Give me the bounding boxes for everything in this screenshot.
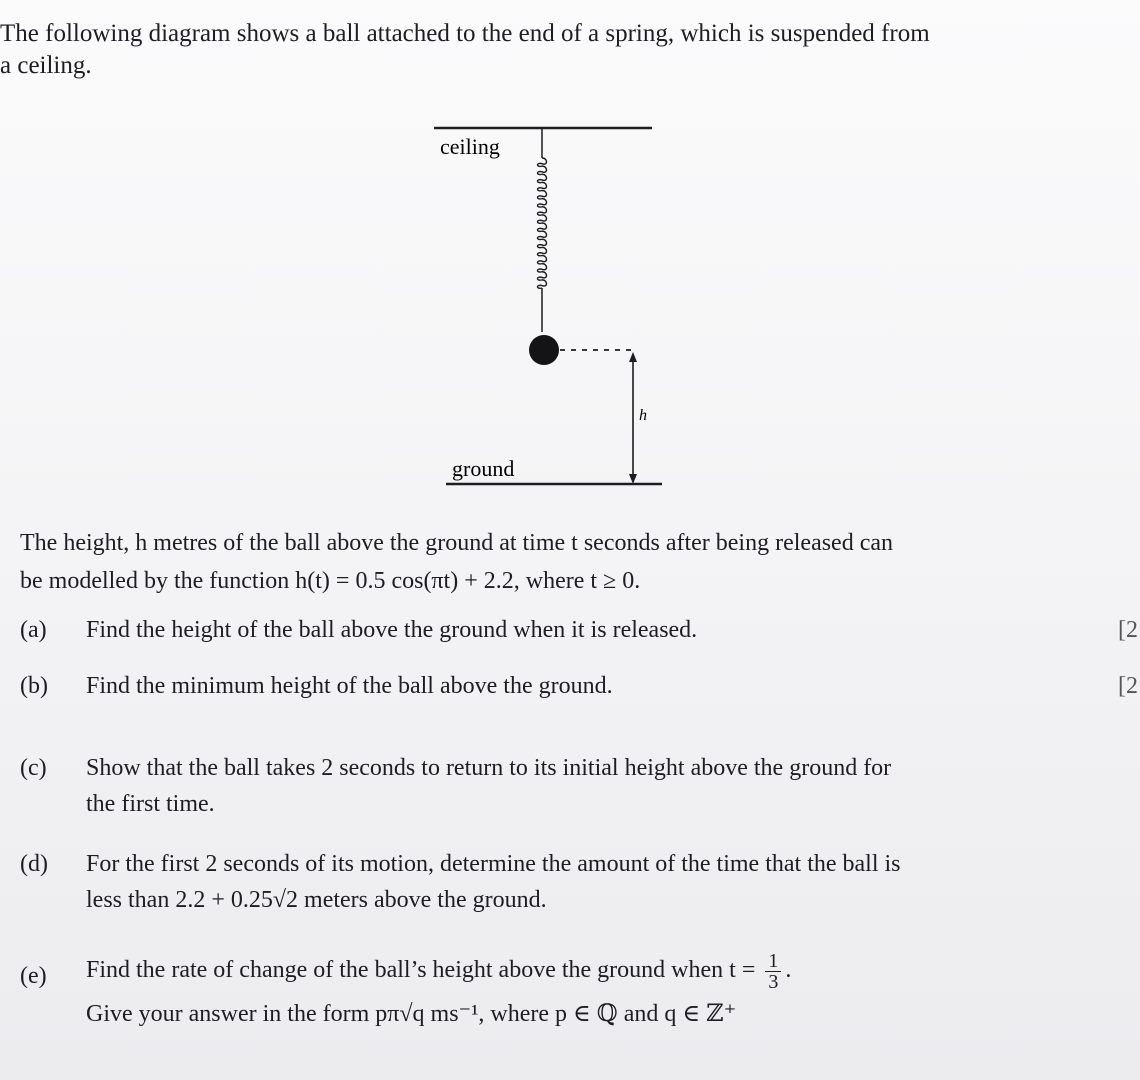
part-d-line-2: less than 2.2 + 0.25√2 meters above the ground. (86, 887, 547, 913)
part-a-text: Find the height of the ball above the ground when it is released. (86, 617, 698, 643)
part-d-label: (d) (20, 851, 48, 877)
part-a-marks: [2 (1118, 617, 1138, 643)
model-line-2: be modelled by the function h(t) = 0.5 cos(πt) + 2.2, where t ≥ 0. (20, 568, 641, 594)
fraction-one-third (765, 951, 781, 992)
intro-line-1: The following diagram shows a ball attached to the end of a spring, which is suspended from (0, 20, 930, 47)
part-d-text (86, 846, 1126, 918)
ground-label: ground (452, 456, 515, 481)
part-c-line-1: Show that the ball takes 2 seconds to return to its initial height above the ground for (86, 755, 892, 781)
part-c (0, 750, 1140, 830)
spring-diagram (420, 110, 680, 500)
fraction-numerator: 1 (765, 951, 781, 972)
part-e-period: . (785, 957, 792, 983)
spring-coil (538, 158, 547, 288)
intro-text (0, 18, 1080, 82)
part-e-line-2: Give your answer in the form pπ√q ms⁻¹, where p ∈ ℚ and q ∈ ℤ⁺ (86, 1001, 737, 1027)
ceiling-label: ceiling (440, 134, 500, 159)
part-e-text (86, 944, 1126, 1032)
height-label: h (639, 407, 647, 424)
part-e (0, 944, 1140, 1044)
part-d-line-1: For the first 2 seconds of its motion, determine the amount of the time that the ball is (86, 851, 901, 877)
part-b-text: Find the minimum height of the ball above the ground. (86, 673, 613, 699)
part-b (0, 668, 1140, 708)
part-b-label: (b) (20, 673, 48, 699)
part-e-line-1-text: Find the rate of change of the ball’s height above the ground when t = (86, 957, 756, 983)
model-line-1: The height, h metres of the ball above the ground at time t seconds after being released can (20, 530, 894, 556)
part-c-label: (c) (20, 755, 47, 781)
intro-line-2: a ceiling. (0, 52, 92, 79)
part-b-marks: [2 (1118, 673, 1138, 699)
height-arrow-up-head (629, 352, 637, 362)
part-c-line-2: the first time. (86, 791, 215, 817)
part-e-line-1 (86, 944, 1126, 996)
part-a-label: (a) (20, 617, 47, 643)
ball (529, 335, 559, 365)
model-description (20, 524, 1090, 600)
part-e-label: (e) (20, 963, 47, 989)
part-c-text (86, 750, 1126, 822)
fraction-denominator: 3 (768, 970, 779, 993)
part-d (0, 846, 1140, 926)
part-a (0, 612, 1140, 652)
height-arrow-down-head (629, 474, 637, 484)
